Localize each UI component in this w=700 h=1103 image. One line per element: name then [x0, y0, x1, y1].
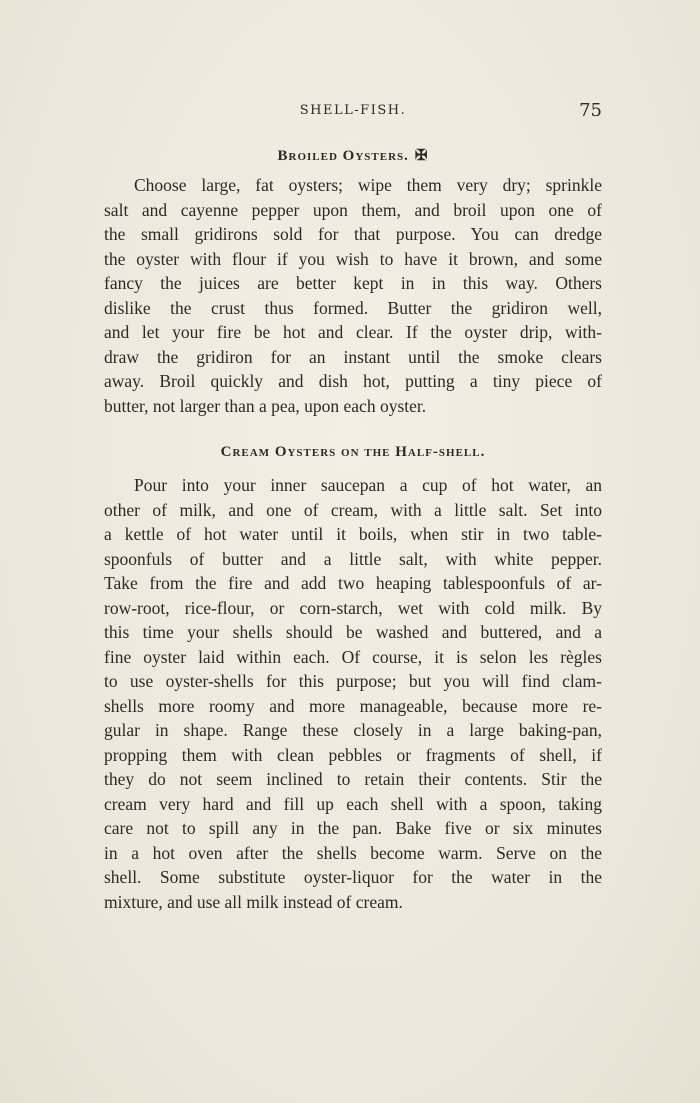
- text-line: shells more roomy and more manageable, because more re-: [104, 695, 602, 716]
- page-number: 75: [579, 100, 602, 121]
- section-cream-oysters: [104, 444, 602, 914]
- text-line: butter, not larger than a pea, upon each oyster.: [104, 395, 427, 416]
- text-line: shell. Some substitute oyster-liquor for the water in the: [104, 867, 602, 887]
- text-line: gular in shape. Range these closely in a large baking-pan,: [104, 720, 602, 740]
- text-line: away. Broil quickly and dish hot, putting a tiny piece of: [104, 371, 602, 391]
- paragraph: [104, 473, 602, 914]
- text-line: draw the gridiron for an instant until the smoke clears: [104, 346, 602, 367]
- text-line: mixture, and use all milk instead of cream.: [104, 891, 403, 912]
- running-head: [104, 100, 602, 122]
- text-line: Choose large, fat oysters; wipe them very dry; sprinkle: [134, 175, 602, 195]
- cross-mark: ✠: [414, 148, 429, 164]
- text-line: Pour into your inner saucepan a cup of hot water, an: [134, 475, 602, 495]
- paragraph: [104, 173, 602, 418]
- text-line: they do not seem inclined to retain their contents. Stir the: [104, 769, 602, 789]
- text-line: to use oyster-shells for this purpose; but you will find clam-: [104, 671, 602, 691]
- section-title-text: Broiled Oysters.: [277, 148, 409, 164]
- text-line: the small gridirons sold for that purpose. You can dredge: [104, 224, 602, 244]
- running-title: SHELL-FISH.: [299, 103, 407, 118]
- text-line: the oyster with flour if you wish to have it brown, and some: [104, 248, 602, 269]
- section-title: [104, 146, 602, 165]
- text-line: and let your fire be hot and clear. If the oyster drip, with-: [104, 322, 602, 342]
- text-line: a kettle of hot water until it boils, when stir in two table-: [104, 524, 602, 544]
- section-title: Cream Oysters on the Half-shell.: [220, 444, 486, 460]
- text-line: propping them with clean pebbles or fragments of shell, if: [104, 744, 602, 765]
- text-line: Take from the fire and add two heaping tablespoonfuls of ar-: [104, 573, 602, 593]
- text-line: row-root, rice-flour, or corn-starch, wet with cold milk. By: [104, 597, 602, 618]
- text-line: spoonfuls of butter and a little salt, with white pepper.: [104, 548, 602, 569]
- text-line: fine oyster laid within each. Of course, it is selon les règles: [104, 646, 602, 667]
- text-line: other of milk, and one of cream, with a little salt. Set into: [104, 499, 602, 520]
- text-line: salt and cayenne pepper upon them, and broil upon one of: [104, 199, 602, 220]
- text-line: dislike the crust thus formed. Butter the gridiron well,: [104, 297, 602, 318]
- text-line: cream very hard and fill up each shell with a spoon, taking: [104, 793, 602, 814]
- text-line: fancy the juices are better kept in in this way. Others: [104, 273, 602, 293]
- text-line: this time your shells should be washed and buttered, and a: [104, 622, 602, 642]
- text-line: in a hot oven after the shells become warm. Serve on the: [104, 842, 602, 863]
- text-line: care not to spill any in the pan. Bake five or six minutes: [104, 818, 602, 838]
- section-broiled-oysters: [104, 146, 602, 418]
